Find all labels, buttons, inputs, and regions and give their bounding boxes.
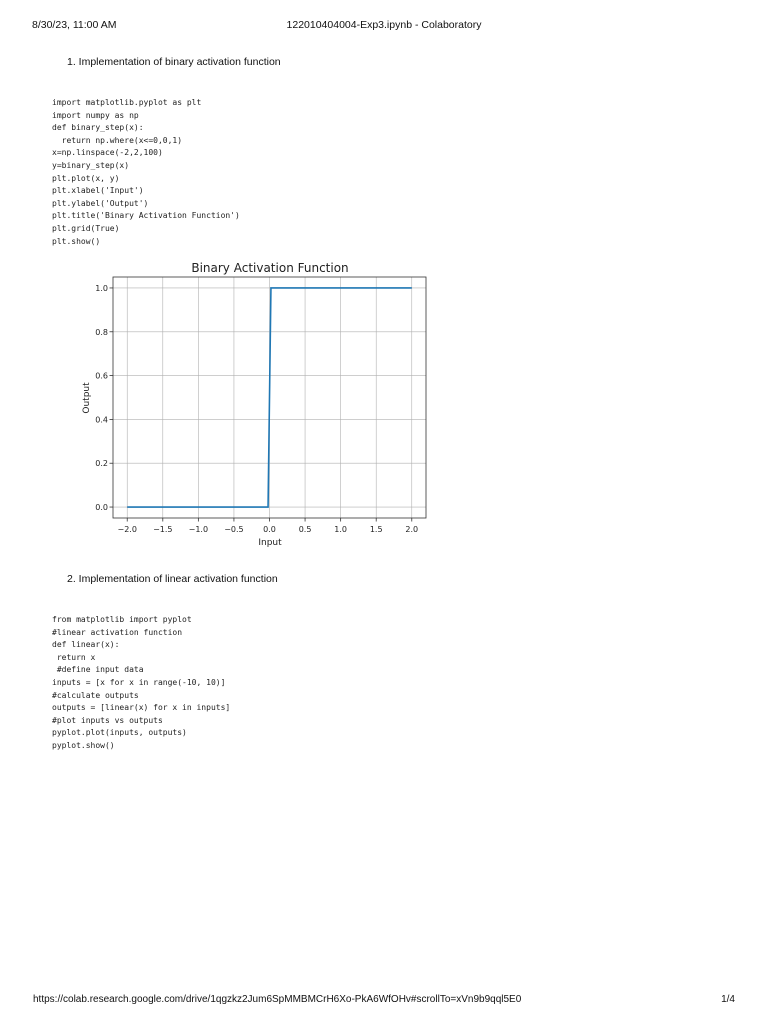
code-line: plt.grid(True) [52, 223, 120, 233]
code-line: return np.where(x<=0,0,1) [52, 135, 183, 145]
code-line: plt.title('Binary Activation Function') [52, 211, 240, 221]
print-page-number: 1/4 [721, 994, 735, 1005]
code-line: outputs = [linear(x) for x in inputs] [52, 703, 231, 713]
x-axis-ticks [118, 518, 419, 534]
x-tick-label: −2.0 [117, 525, 137, 534]
code-line: #linear activation function [52, 627, 183, 637]
x-tick-label: 0.5 [298, 525, 312, 534]
code-line: return x [52, 652, 96, 662]
x-axis-label: Input [258, 538, 282, 548]
code-line: x=np.linspace(-2,2,100) [52, 148, 163, 158]
y-tick-label: 0.8 [95, 327, 108, 337]
code-line: pyplot.plot(inputs, outputs) [52, 728, 187, 738]
chart-title: Binary Activation Function [191, 261, 349, 275]
y-tick-label: 0.0 [95, 503, 108, 513]
y-tick-label: 0.2 [95, 459, 108, 469]
code-line: import matplotlib.pyplot as plt [52, 98, 202, 107]
print-page-url: https://colab.research.google.com/drive/1qgzkz2Jum6SpMMBMCrH6Xo-PkA6WfOHv#scrollTo=xVn9b9qql5E0 [33, 994, 522, 1005]
y-tick-label: 0.6 [95, 371, 108, 381]
code-cell-binary [52, 97, 240, 248]
x-tick-label: 1.5 [369, 525, 383, 534]
code-line: #calculate outputs [52, 690, 139, 700]
y-tick-label: 0.4 [95, 415, 108, 425]
code-line: plt.show() [52, 236, 101, 246]
code-line: def binary_step(x): [52, 123, 144, 133]
x-tick-label: −1.0 [188, 525, 209, 534]
code-line: #plot inputs vs outputs [52, 715, 163, 725]
y-tick-label: 1.0 [95, 283, 108, 293]
x-tick-label: 0.0 [263, 525, 276, 534]
x-tick-label: 2.0 [405, 525, 419, 534]
code-line: inputs = [x for x in range(-10, 10)] [52, 677, 226, 687]
code-line: def linear(x): [52, 640, 120, 650]
x-tick-label: −1.5 [153, 525, 173, 534]
code-line: y=binary_step(x) [52, 160, 130, 170]
code-line: plt.plot(x, y) [52, 173, 120, 183]
print-page-title: 122010404004-Exp3.ipynb - Colaboratory [286, 19, 482, 31]
x-tick-label: 1.0 [334, 525, 348, 534]
code-cell-linear [52, 614, 230, 753]
section-heading-linear: 2. Implementation of linear activation function [67, 573, 278, 585]
code-line: pyplot.show() [52, 740, 115, 750]
code-line: plt.ylabel('Output') [52, 198, 149, 208]
code-line: plt.xlabel('Input') [52, 186, 144, 196]
code-line: #define input data [52, 665, 144, 675]
code-line: from matplotlib import pyplot [52, 615, 192, 624]
section-heading-binary: 1. Implementation of binary activation function [67, 56, 281, 68]
y-axis-ticks [95, 284, 113, 512]
print-datetime: 8/30/23, 11:00 AM [32, 19, 117, 31]
y-axis-label: Output [82, 382, 92, 414]
binary-activation-chart [72, 256, 442, 550]
code-line: import numpy as np [52, 110, 139, 120]
x-tick-label: −0.5 [224, 525, 244, 534]
